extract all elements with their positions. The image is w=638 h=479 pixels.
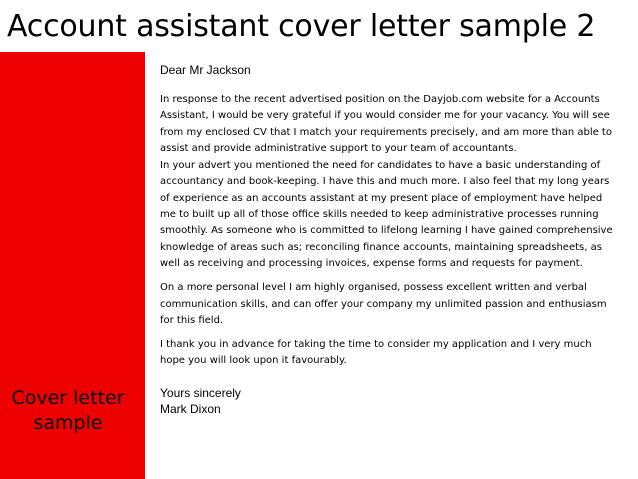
side-caption <box>0 386 136 436</box>
slide-title: Account assistant cover letter sample 2 <box>7 9 596 44</box>
letter-paragraph-intro: In response to the recent advertised position on the Dayjob.com website for a Accounts Assistant, I would be very grateful if you would consider me for your vacancy. You will see from my enclosed CV that I match your requirements precisely, and am more than able to assist and provide administrative support to your team of accountants. <box>160 94 612 154</box>
letter-closing: Yours sincerely <box>160 385 241 400</box>
letter-paragraph-personal: On a more personal level I am highly organised, possess excellent written and verbal communication skills, and can offer your company my unlimited passion and enthusiasm for this field. <box>160 282 607 326</box>
side-caption-line-1: Cover letter <box>11 387 125 409</box>
side-caption-line-2: sample <box>33 412 103 434</box>
letter-paragraph-experience: In your advert you mentioned the need for candidates to have a basic understanding of accountancy and book-keeping. I have this and much more. I also feel that my long years of experience as an accounts assistant at my present place of employment have helped me to built up all of those office skills needed to keep administrative processes running smoothly. As someone who is committed to lifelong learning I have gained comprehensive knowledge of areas such as; reconciling finance accounts, maintaining spreadsheets, as well as receiving and processing invoices, expense forms and requests for payment. <box>160 160 613 269</box>
letter-signature: Mark Dixon <box>160 401 221 416</box>
letter-salutation: Dear Mr Jackson <box>160 63 251 77</box>
letter-paragraph-thanks: I thank you in advance for taking the time to consider my application and I very much hope you will look upon it favourably. <box>160 339 592 367</box>
cover-letter-body <box>160 62 620 417</box>
